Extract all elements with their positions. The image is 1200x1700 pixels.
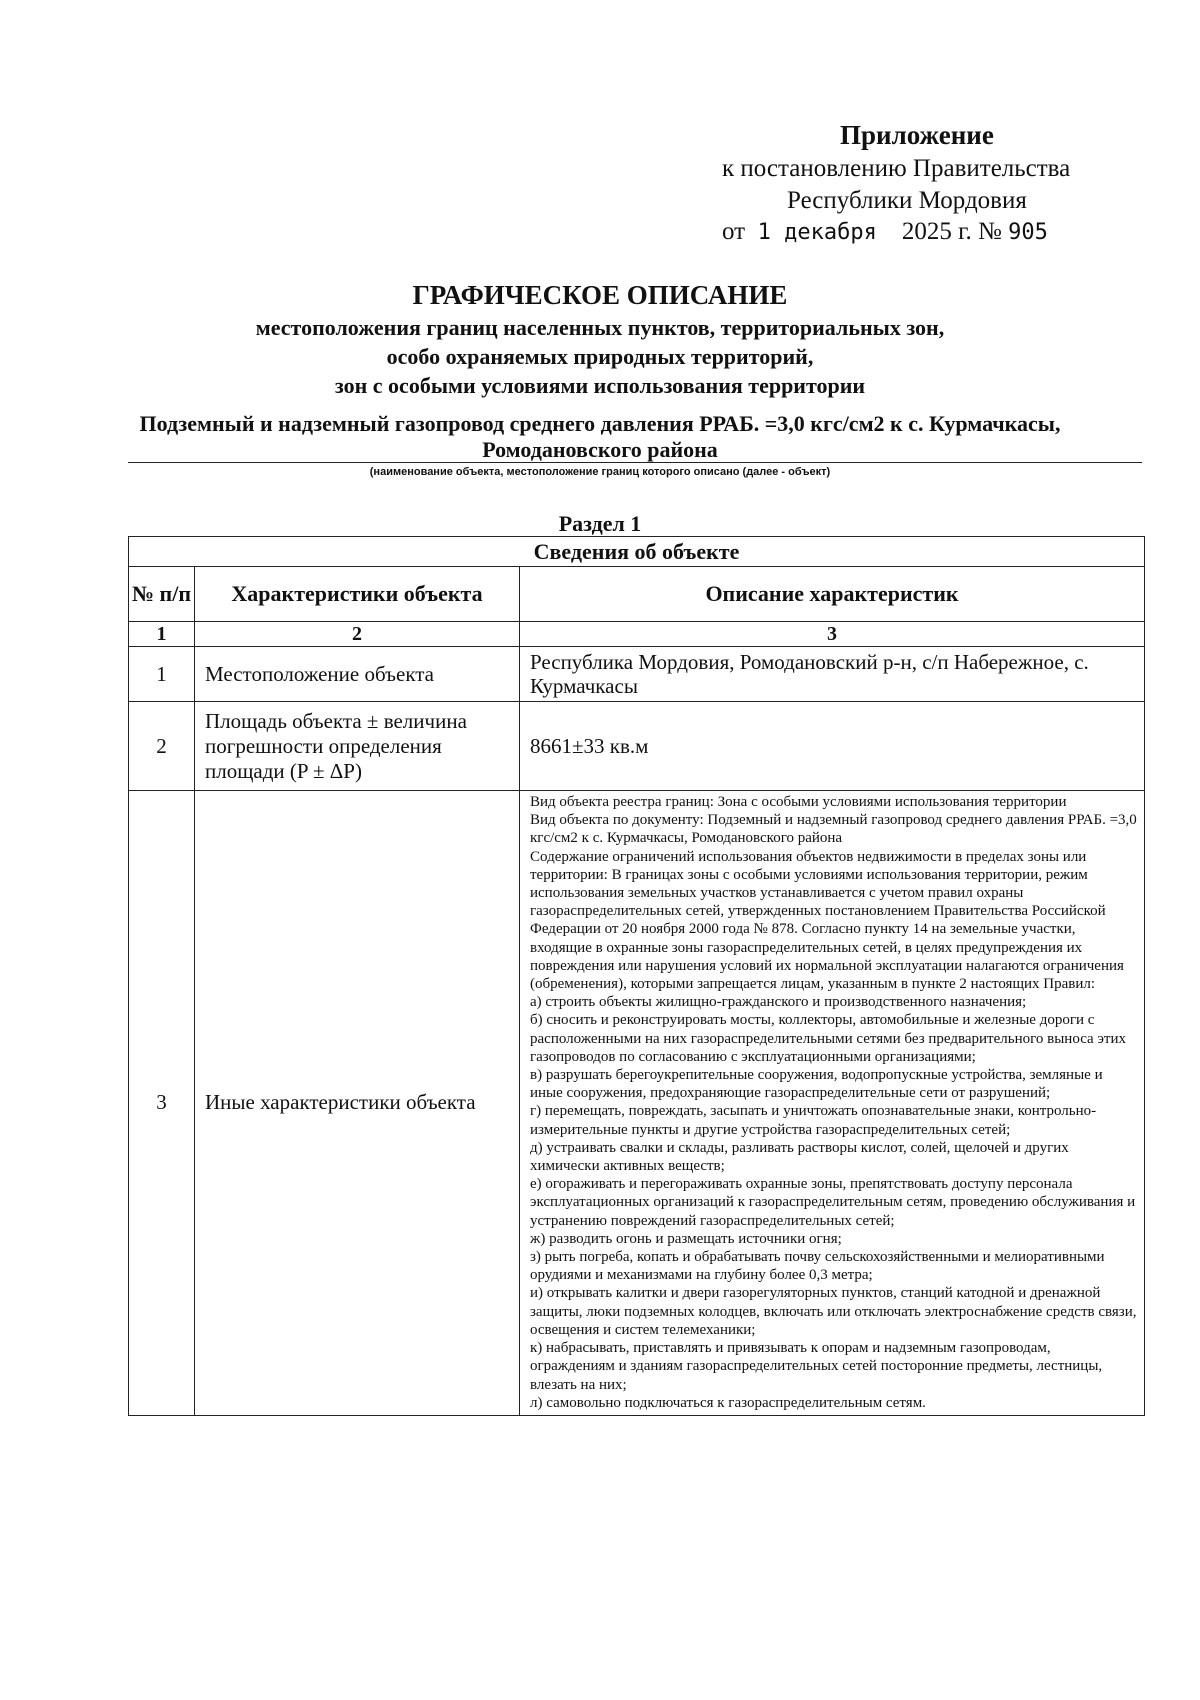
date-prefix: от [722, 218, 746, 245]
subtitle-line-1: местоположения границ населенных пунктов, территориальных зон, [255, 315, 945, 340]
description-paragraph: к) набрасывать, приставлять и привязывать к опорам и надземным газопроводам, ограждениям и зданиям газораспределительных сетей посторонние предметы, лестницы, влезать на них; [530, 1340, 1103, 1393]
description-paragraph: ж) разводить огонь и размещать источники огня; [530, 1230, 842, 1247]
row-description [520, 791, 1145, 1416]
subtitle-line-2: особо охраняемых природных территорий, [386, 344, 814, 369]
row-description: Республика Мордовия, Ромодановский р-н, с/п Набережное, с. Курмачкасы [520, 647, 1145, 702]
row-description: 8661±33 кв.м [520, 702, 1145, 791]
description-paragraph: а) строить объекты жилищно-гражданского и производственного назначения; [530, 994, 1027, 1011]
description-paragraph: г) перемещать, повреждать, засыпать и уничтожать опознавательные знаки, контрольно-измерительные пункты и другие устройства газораспределительных сетей; [530, 1103, 1097, 1138]
appendix-title: Приложение [840, 120, 994, 150]
row-number: 3 [129, 791, 195, 1416]
description-paragraph: в) разрушать берегоукрепительные сооружения, водопропускные устройства, земляные и иные сооружения, предохраняющие газораспределительные сети от разрушений; [530, 1067, 1103, 1102]
appendix-line-1: к постановлению Правительства [722, 155, 1071, 182]
object-info-table [128, 536, 1145, 1416]
row-number: 1 [129, 647, 195, 702]
object-caption: (наименование объекта, местоположение границ которого описано (далее - объект) [369, 466, 831, 478]
table-title: Сведения об объекте [129, 537, 1145, 567]
column-number-3: 3 [520, 622, 1145, 647]
table-row [129, 791, 1145, 1416]
row-characteristic: Местоположение объекта [195, 647, 520, 702]
year-label: 2025 г. № [901, 218, 1002, 245]
object-name-line-2: Ромодановского района [482, 437, 718, 462]
row-characteristic: Иные характеристики объекта [195, 791, 520, 1416]
section-title: Раздел 1 [558, 511, 642, 536]
description-paragraph: л) самовольно подключаться к газораспределительным сетям. [530, 1394, 926, 1411]
description-paragraph: Вид объекта реестра границ: Зона с особыми условиями использования территории [530, 794, 1067, 810]
column-number-1: 1 [129, 622, 195, 647]
description-paragraph: д) устраивать свалки и склады, разливать растворы кислот, солей, щелочей и других химически активных веществ; [530, 1139, 1069, 1175]
description-paragraph: Вид объекта по документу: Подземный и надземный газопровод среднего давления РРАБ. =3,0 кгс/см2 к с. Курмачкасы, Ромодановского района [530, 812, 1137, 847]
table-row [129, 647, 1145, 702]
description-paragraph: б) сносить и реконструировать мосты, коллекторы, автомобильные и железные дороги с расположенными на них газораспределительными сетями без предварительного выноса этих газопроводов по согласованию с эксплуатационными организациями; [530, 1012, 1126, 1065]
description-paragraph: Содержание ограничений использования объектов недвижимости в пределах зоны или территории: В границах зоны с особыми условиями использования территории, режим использования земельных участков устанавливается с учетом правил охраны газораспределительных сетей, утвержденных постановлением Правительства Российской Федерации от 20 ноября 2000 года № 878. Согласно пункту 14 на земельные участки, входящие в охранные зоны газораспределительных сетей, в целях предупреждения их повреждения или нарушения условий их нормальной эксплуатации налагаются ограничения (обременения), которыми запрещается лицам, указанным в пункте 2 настоящих Правил: [530, 848, 1124, 993]
appendix-line-2: Республики Мордовия [787, 187, 1027, 214]
object-name-line-1: Подземный и надземный газопровод среднего давления РРАБ. =3,0 кгс/см2 к с. Курмачкасы, [139, 411, 1061, 436]
description-paragraph: е) огораживать и перегораживать охранные зоны, препятствовать доступу персонала эксплуатационных организаций к газораспределительным сетям, проведению обслуживания и устранению повреждений газораспределительных сетей; [530, 1176, 1136, 1229]
description-paragraph: и) открывать калитки и двери газорегуляторных пунктов, станций катодной и дренажной защиты, люки подземных колодцев, включать или отключать электроснабжение средств связи, освещения и систем телемеханики; [530, 1285, 1137, 1338]
header-number: № п/п [129, 567, 195, 622]
object-name-underline [128, 462, 1142, 463]
number-handwritten: 905 [1008, 220, 1048, 245]
subtitle-line-3: зон с особыми условиями использования территории [334, 373, 866, 398]
row-characteristic: Площадь объекта ± величина погрешности определения площади (P ± ΔP) [195, 702, 520, 791]
table-row [129, 702, 1145, 791]
header-characteristic: Характеристики объекта [195, 567, 520, 622]
description-paragraph: з) рыть погреба, копать и обрабатывать почву сельскохозяйственными и мелиоративными орудиями и механизмами на глубину более 0,3 метра; [530, 1249, 1105, 1284]
document-title: ГРАФИЧЕСКОЕ ОПИСАНИЕ [412, 280, 788, 310]
appendix-date-line [722, 218, 1048, 246]
header-description: Описание характеристик [520, 567, 1145, 622]
row-number: 2 [129, 702, 195, 791]
column-number-2: 2 [195, 622, 520, 647]
date-handwritten: 1 декабря [757, 220, 877, 245]
